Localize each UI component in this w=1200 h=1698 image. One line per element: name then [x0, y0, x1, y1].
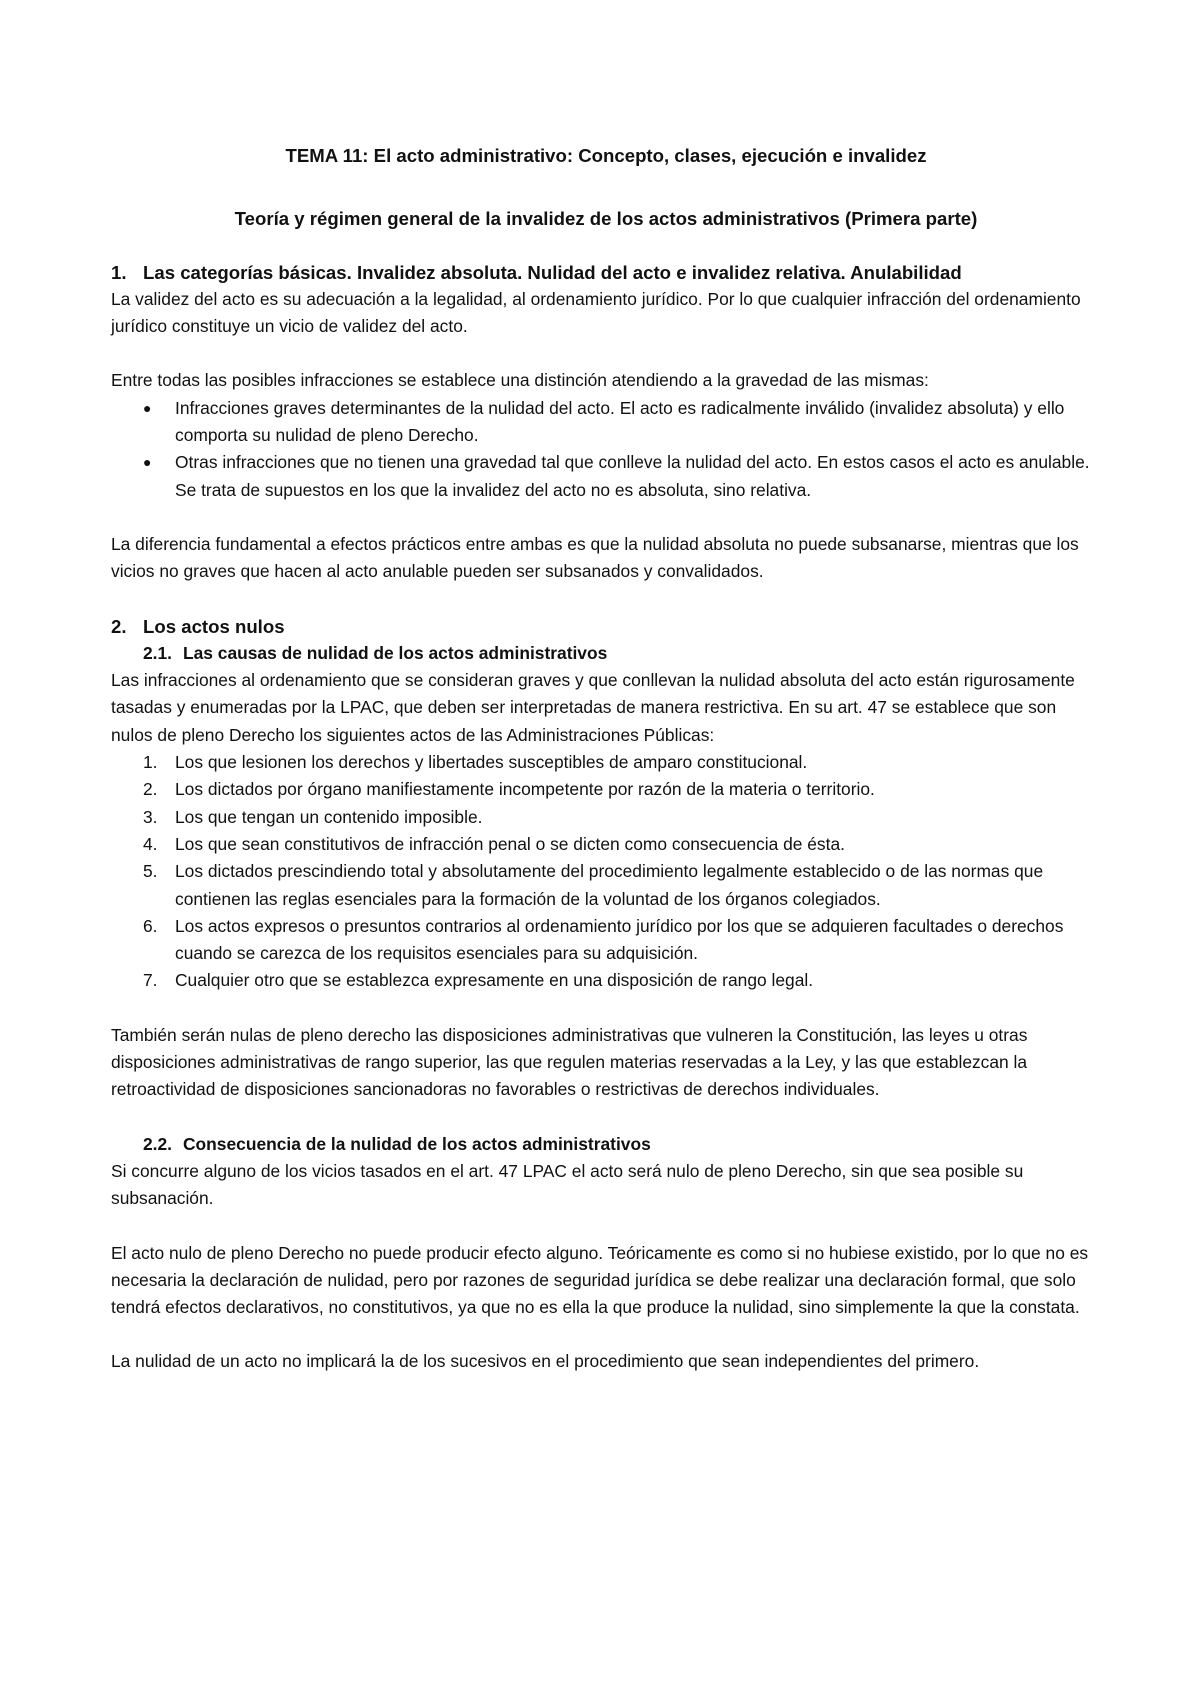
subsection-2-2-paragraph-3: La nulidad de un acto no implicará la de los sucesivos en el procedimiento que sean independientes del primero. — [111, 1351, 980, 1372]
subsection-2-1-heading — [111, 640, 1101, 667]
list-item — [111, 967, 1101, 994]
subsection-2-1-title: Las causas de nulidad de los actos administrativos — [183, 642, 608, 663]
section-2-number: 2. — [111, 615, 127, 637]
subsection-2-1-paragraph-2: También serán nulas de pleno derecho las disposiciones administrativas que vulneren la Constitución, las leyes u otras disposiciones administrativas de rango superior, las que regulen materias reservadas a la Ley, y las que establezcan la retroactividad de disposiciones sancionadoras no favorables o restrictivas de derechos individuales. — [111, 1024, 1028, 1100]
subsection-2-1-paragraph-1: Las infracciones al ordenamiento que se consideran graves y que conllevan la nulidad absoluta del acto están rigurosamente tasadas y enumeradas por la LPAC, que deben ser interpretadas de manera restrictiva. En su art. 47 se establece que son nulos de pleno Derecho los siguientes actos de las Administraciones Públicas: — [111, 670, 1075, 745]
list-item-text: Los dictados por órgano manifiestamente incompetente por razón de la materia o territorio. — [175, 779, 875, 800]
bullet-item — [111, 449, 1101, 504]
list-item-text: Los que lesionen los derechos y libertades susceptibles de amparo constitucional. — [175, 752, 808, 773]
bullet-item-text: Infracciones graves determinantes de la nulidad del acto. El acto es radicalmente inválido (invalidez absoluta) y ello comporta su nulidad de pleno Derecho. — [175, 397, 1065, 446]
nullity-causes-list — [111, 749, 1101, 995]
list-item-number: 3. — [143, 806, 158, 827]
section-2-title: Los actos nulos — [143, 615, 285, 637]
bullet-item — [111, 395, 1101, 450]
section-1-title: Las categorías básicas. Invalidez absoluta. Nulidad del acto e invalidez relativa. Anulabilidad — [143, 261, 962, 283]
list-item — [111, 776, 1101, 803]
document-subtitle: Teoría y régimen general de la invalidez de los actos administrativos (Primera parte) — [234, 208, 978, 230]
list-item-text: Los que sean constitutivos de infracción penal o se dicten como consecuencia de ésta. — [175, 833, 845, 854]
list-item-text: Cualquier otro que se establezca expresamente en una disposición de rango legal. — [175, 970, 814, 991]
subsection-2-2-heading — [111, 1131, 1101, 1158]
list-item-number: 2. — [143, 779, 158, 800]
bullet-item-text: Otras infracciones que no tienen una gravedad tal que conlleve la nulidad del acto. En estos casos el acto es anulable. Se trata de supuestos en los que la invalidez del acto no es absoluta, sino relativa. — [175, 452, 1090, 500]
list-item-number: 7. — [143, 970, 158, 991]
list-item-number: 5. — [143, 861, 158, 882]
section-1-paragraph-1: La validez del acto es su adecuación a la legalidad, al ordenamiento jurídico. Por lo que cualquier infracción del ordenamiento jurídico constituye un vicio de validez del acto. — [111, 288, 1081, 337]
subsection-2-2-number: 2.2. — [143, 1133, 173, 1154]
list-item — [111, 858, 1101, 913]
list-item-text: Los que tengan un contenido imposible. — [175, 806, 483, 827]
subsection-2-2-title: Consecuencia de la nulidad de los actos administrativos — [183, 1133, 651, 1154]
document-title: TEMA 11: El acto administrativo: Concepto, clases, ejecución e invalidez — [285, 145, 927, 166]
subsection-2-1-number: 2.1. — [143, 642, 173, 663]
bullet-icon: ● — [143, 399, 152, 416]
document-page — [111, 142, 1101, 1376]
subsection-2-2-paragraph-1: Si concurre alguno de los vicios tasados en el art. 47 LPAC el acto será nulo de pleno Derecho, sin que sea posible su subsanación. — [111, 1160, 1024, 1209]
list-item-number: 4. — [143, 833, 158, 854]
bullet-icon: ● — [143, 454, 152, 471]
section-1-number: 1. — [111, 261, 127, 283]
section-1-paragraph-2: Entre todas las posibles infracciones se establece una distinción atendiendo a la gravedad de las mismas: — [111, 370, 929, 391]
list-item — [111, 749, 1101, 776]
section-1-bullet-list — [111, 395, 1101, 504]
list-item — [111, 913, 1101, 968]
list-item-number: 6. — [143, 915, 158, 936]
section-2-heading — [111, 613, 1101, 640]
section-1-paragraph-3: La diferencia fundamental a efectos prácticos entre ambas es que la nulidad absoluta no puede subsanarse, mientras que los vicios no graves que hacen al acto anulable pueden ser subsanados y convalidados. — [111, 533, 1079, 582]
list-item-text: Los dictados prescindiendo total y absolutamente del procedimiento legalmente establecido o de las normas que contienen las reglas esenciales para la formación de la voluntad de los órganos colegiados. — [175, 861, 1044, 909]
section-1-heading — [111, 259, 1101, 286]
list-item — [111, 804, 1101, 831]
subsection-2-2-paragraph-2: El acto nulo de pleno Derecho no puede producir efecto alguno. Teóricamente es como si no hubiese existido, por lo que no es necesaria la declaración de nulidad, pero por razones de seguridad jurídica se debe realizar una declaración formal, que solo tendrá efectos declarativos, no constitutivos, ya que no es ella la que produce la nulidad, sino simplemente la que la constata. — [111, 1242, 1089, 1318]
list-item-text: Los actos expresos o presuntos contrarios al ordenamiento jurídico por los que se adquieren facultades o derechos cuando se carezca de los requisitos esenciales para su adquisición. — [175, 915, 1064, 964]
list-item — [111, 831, 1101, 858]
list-item-number: 1. — [143, 752, 158, 773]
